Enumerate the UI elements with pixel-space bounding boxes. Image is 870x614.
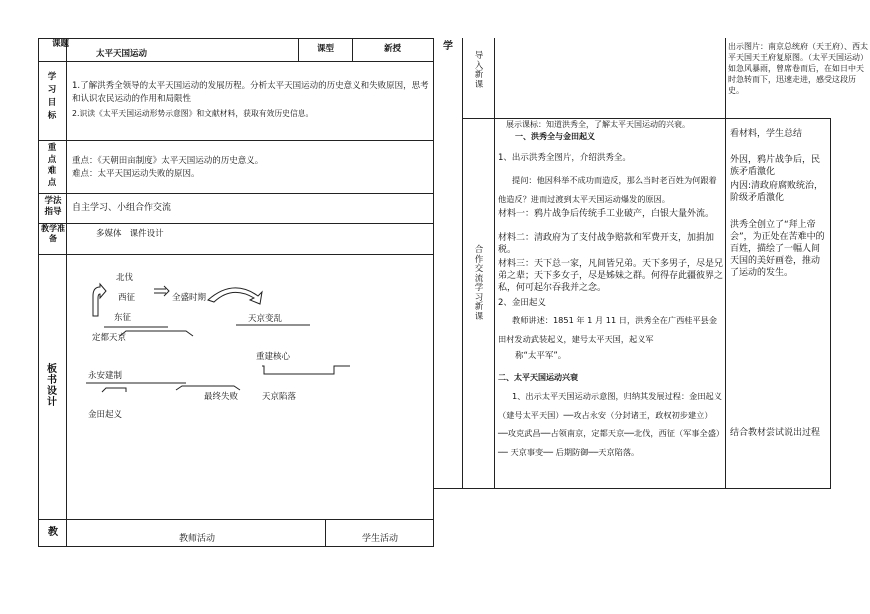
coop-label: 合作交流 学习新课: [474, 245, 484, 322]
board-design-label: 板书设计: [47, 364, 57, 408]
right-teacher-col: [494, 38, 495, 489]
student-4: 洪秀全创立了“拜上帝会”，为正处在苦难中的百姓，描绘了一幅人间天国的美好画卷，推动了运动的发生。: [730, 220, 825, 278]
curved-arrow: [208, 288, 262, 304]
right-student-col: [725, 38, 726, 489]
coop-p4: 教师讲述：1851 年 1 月 11 日，洪秀全在广西桂平县金田村发动武装起义，建号太平天国，起义军: [498, 315, 718, 344]
board-tianjing-bianluan: 天京变乱: [248, 314, 283, 324]
goals-line1: 1.了解洪秀全领导的太平天国运动的发展历程。分析太平天国运动的历史意义和失败原因，思考和认识农民运动的作用和局限性: [72, 81, 429, 104]
method-value: 自主学习、小组合作交流: [72, 203, 172, 213]
goals-label: 学习目标: [47, 72, 57, 121]
coop-intro: 展示课标：知道洪秀全，了解太平天国运动的兴衰。: [506, 120, 690, 129]
prep-label: 教学准备: [41, 224, 65, 243]
board-shibai: 最终失败: [204, 392, 239, 402]
coop-p5: 称“太平军”。: [515, 351, 567, 361]
double-arrow-right: [154, 286, 169, 296]
material-1: 材料一：鸦片战争后传统手工业破产，白银大量外流。: [498, 209, 715, 219]
section-1-heading: 一、洪秀全与金田起义: [515, 132, 595, 141]
key-point: 重点：《天朝田亩制度》太平天国运动的历史意义。: [72, 156, 264, 166]
topic-label: 课题: [52, 39, 70, 49]
coop-p1: 1、出示洪秀全图片，介绍洪秀全。: [498, 153, 631, 163]
student-1: 看材料，学生总结: [730, 129, 803, 139]
material-3: 材料三：天下总一家，凡间皆兄弟。天下多男子，尽是兄弟之辈；天下多女子，尽是姊妹之群。何得存此疆彼界之私，何可起尔吞我并之念。: [498, 259, 724, 293]
board-dingdu: 定都天京: [92, 333, 127, 343]
coop-p6: 1、出示太平天国运动示意图，归纳其发展过程：金田起义（建号太平天国）──攻占永安（分封诸王，政权初步建立）──攻克武昌──占领南京，定都天京──北伐，西征（军事全盛）── 天京事变── 后期防御──天京陷落。: [498, 391, 722, 457]
coop-p2: 提问：他因科举不成功而造反，那么当时老百姓为何跟着他造反？进而过渡到太平天国运动爆发的原因。: [498, 175, 717, 204]
right-side-label: 学: [443, 41, 453, 52]
right-table-bottom: [433, 488, 831, 489]
topic-title: 太平天国运动: [96, 49, 148, 59]
key-points-label: 重点难点: [47, 143, 57, 188]
student-5: 结合教材尝试说出过程: [730, 428, 821, 438]
board-jintian: 金田起义: [88, 410, 123, 420]
section-2-heading: 二、太平天国运动兴衰: [498, 373, 578, 382]
board-dongzheng: 东征: [114, 313, 132, 323]
intro-label: 导入新课: [474, 51, 484, 90]
method-label: 学法指导: [44, 196, 62, 217]
bottom-label: 教: [48, 527, 58, 538]
goals-line2: 2.识读《太平天国运动形势示意图》和文献材料，获取有效历史信息。: [72, 109, 314, 118]
teacher-activity-header: 教师活动: [179, 534, 216, 544]
lesson-type-label: 课型: [317, 44, 335, 54]
board-xianluo: 天京陷落: [262, 392, 297, 402]
north-arrow: [93, 284, 106, 316]
board-beifa: 北伐: [116, 273, 134, 283]
intro-text: 出示图片：南京总统府（天王府）、西太平天国天王府复原图。（太平天国运动）如急风暴雨，曾席卷而后，在如日中天时急转而下，迅速走进，感受这段历史。: [728, 42, 868, 95]
board-xizheng: 西征: [118, 293, 136, 303]
difficulty-point: 难点：太平天国运动失败的原因。: [72, 169, 200, 179]
right-label-col: [462, 38, 463, 489]
student-activity-header: 学生活动: [362, 534, 399, 544]
right-table-left: [433, 38, 434, 489]
board-yongan: 永安建制: [88, 371, 123, 381]
student-2: 外因，鸦片战争后，民族矛盾激化: [730, 155, 821, 177]
student-3: 内因:清政府腐败统治，阶级矛盾激化: [730, 181, 824, 203]
right-outer-col: [830, 118, 831, 489]
board-chongjian: 重建核心: [256, 352, 291, 362]
board-quansheng: 全盛时期: [172, 293, 207, 303]
prep-value: 多媒体 课件设计: [96, 229, 164, 239]
material-2: 材料二：清政府为了支付战争赔款和军费开支，加捐加税。: [498, 233, 715, 255]
lesson-type-value: 新授: [384, 44, 402, 54]
coop-p3: 2、金田起义: [498, 298, 546, 308]
